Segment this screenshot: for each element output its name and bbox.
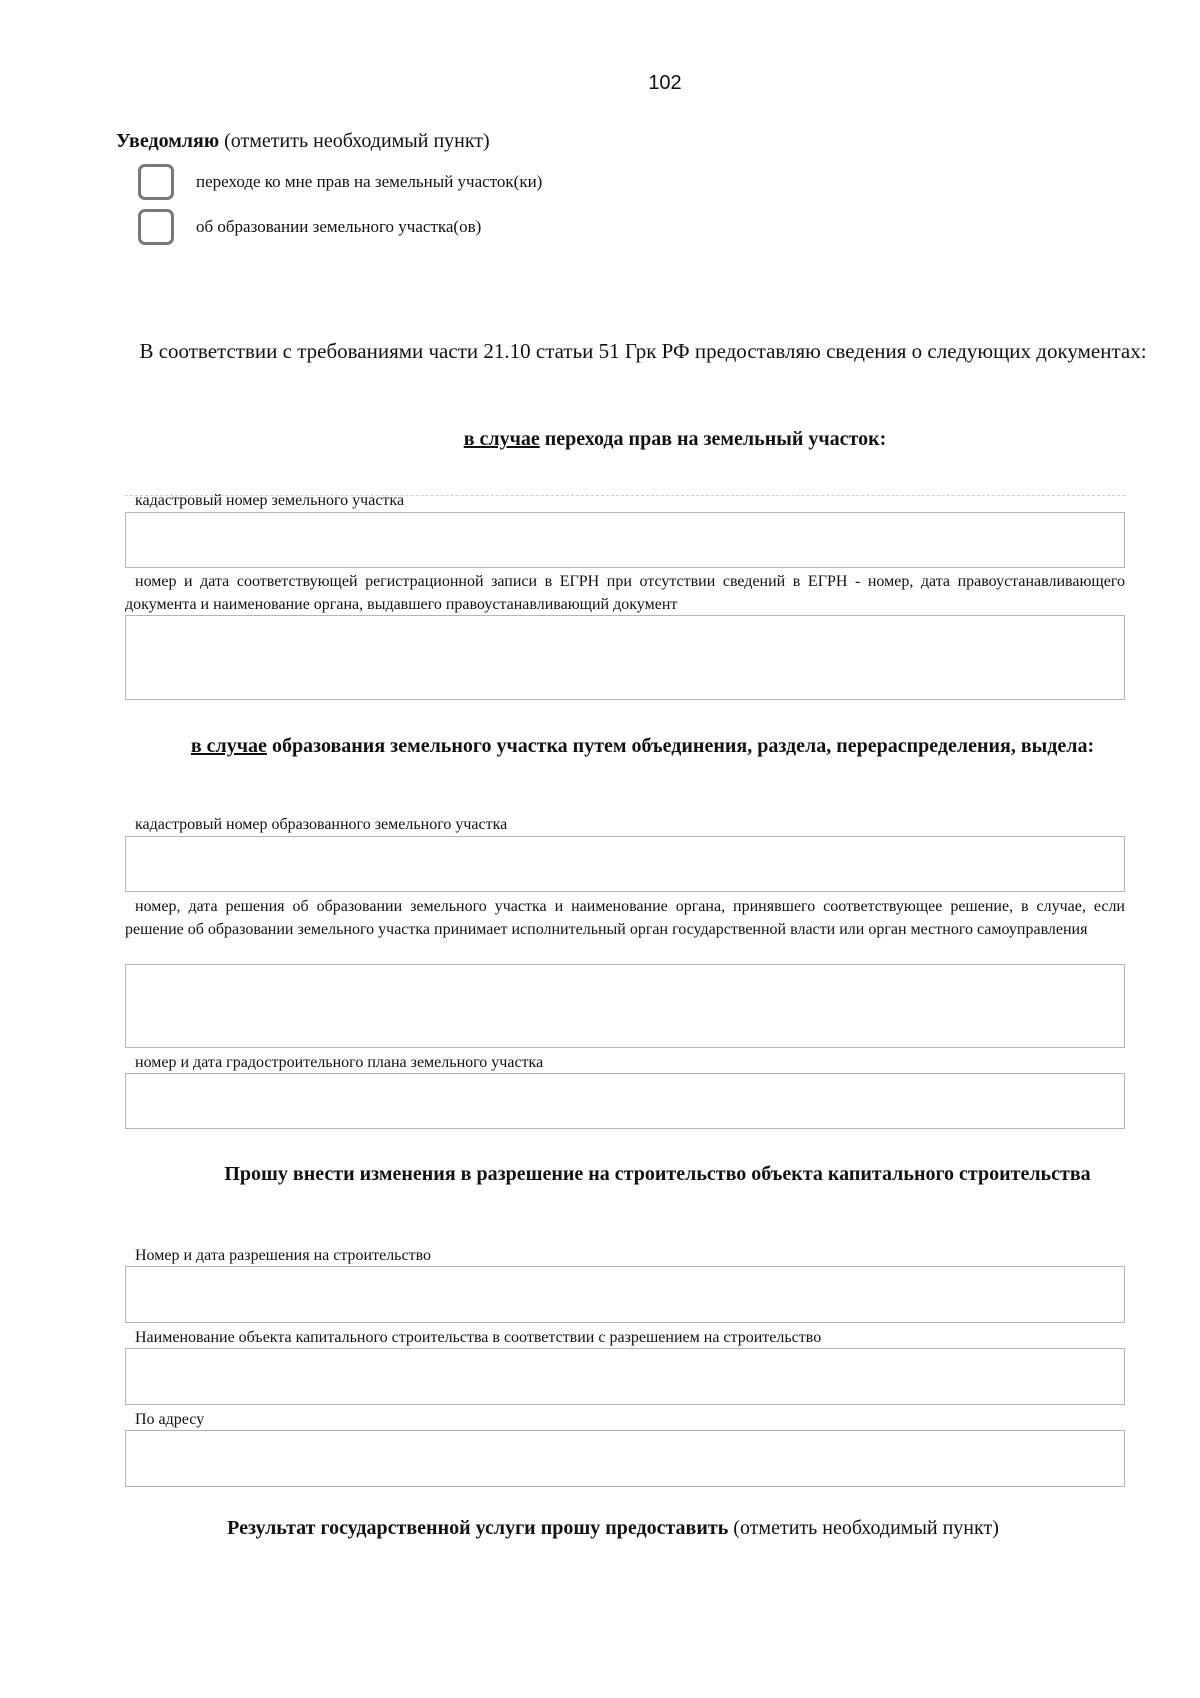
heading-underlined: в случае: [190, 735, 267, 757]
field-label: кадастровый номер земельного участка: [135, 492, 405, 509]
heading-rest: образования земельного участка путем объединения, раздела, перераспределения, выдела:: [266, 735, 1095, 757]
notify-option-transfer[interactable]: [138, 162, 542, 202]
section-formation-heading: [140, 733, 1145, 760]
result-note: (отметить необходимый пункт): [733, 1517, 999, 1539]
notify-option-label: об образовании земельного участка(ов): [196, 217, 482, 236]
registration-record-input[interactable]: [125, 615, 1125, 700]
field-label: кадастровый номер образованного земельного участка: [135, 816, 508, 833]
result-line: [0, 1517, 1200, 1540]
formation-decision-input[interactable]: [125, 964, 1125, 1048]
result-bold: Результат государственной услуги прошу предоставить: [227, 1517, 729, 1539]
address-input[interactable]: [125, 1430, 1125, 1487]
notify-option-formation[interactable]: [138, 207, 481, 247]
checkbox[interactable]: [138, 164, 174, 200]
field-label: номер, дата решения об образовании земельного участка и наименование органа, принявшего соответствующее решение, в случае, если решение об образовании земельного участка принимает исполнительный орган государственной власти или орган местного самоуправления: [125, 898, 1125, 938]
notify-title-bold: Уведомляю: [116, 130, 220, 152]
field-label: номер и дата градостроительного плана земельного участка: [135, 1054, 544, 1071]
heading-rest: перехода прав на земельный участок:: [539, 428, 887, 450]
section-changes-heading: Прошу внести изменения в разрешение на строительство объекта капитального строительства: [224, 1163, 1091, 1185]
permit-number-date-input[interactable]: [125, 1266, 1125, 1323]
notify-title-note: (отметить необходимый пункт): [224, 130, 490, 152]
field-label: Наименование объекта капитального строительства в соответствии с разрешением на строительство: [135, 1329, 822, 1346]
cadastral-number-input[interactable]: [125, 512, 1125, 568]
urban-plan-input[interactable]: [125, 1073, 1125, 1129]
field-label: По адресу: [135, 1411, 205, 1428]
field-label: номер и дата соответствующей регистрационной записи в ЕГРН при отсутствии сведений в ЕГРН - номер, дата правоустанавливающего документа и наименование органа, выдавшего правоустанавливающий документ: [125, 573, 1125, 613]
checkbox[interactable]: [138, 209, 174, 245]
notify-option-label: переходе ко мне прав на земельный участок(ки): [196, 172, 543, 191]
formed-cadastral-number-input[interactable]: [125, 836, 1125, 892]
object-name-input[interactable]: [125, 1348, 1125, 1405]
field-label: Номер и дата разрешения на строительство: [135, 1247, 432, 1264]
section-rights-heading: [120, 426, 1200, 453]
heading-underlined: в случае: [463, 428, 540, 450]
page-number: 102: [648, 72, 682, 94]
notify-title: [116, 130, 490, 153]
intro-text: В соответствии с требованиями части 21.10 статьи 51 Грк РФ предоставляю сведения о следующих документах:: [139, 339, 1147, 363]
